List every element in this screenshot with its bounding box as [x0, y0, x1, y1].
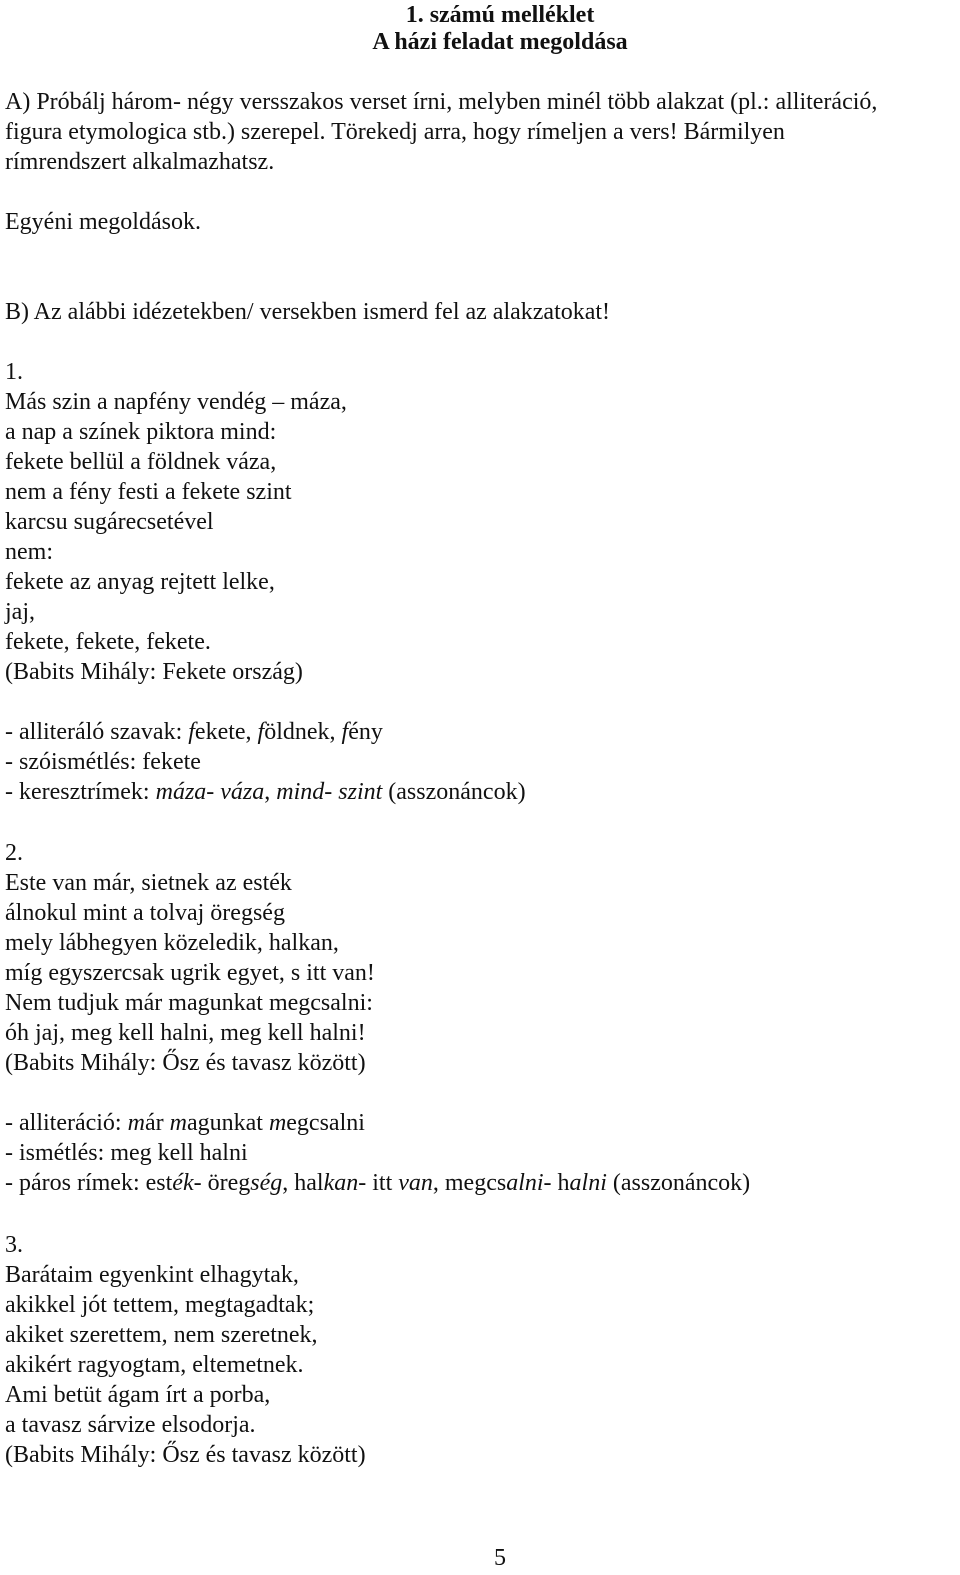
highlight: van: [398, 1170, 433, 1196]
task-a-line-2: figura etymologica stb.) szerepel. Törekedj arra, hogy rímeljen a vers! Bármilyen: [5, 119, 785, 145]
poem-line: Barátaim egyenkint elhagytak,: [5, 1262, 299, 1288]
analysis-repetition: - ismétlés: meg kell halni: [5, 1140, 248, 1166]
poem-source: (Babits Mihály: Fekete ország): [5, 659, 303, 685]
word-rest: ény: [348, 719, 383, 745]
highlight: alni: [569, 1170, 607, 1196]
highlight: máza- váza: [155, 779, 265, 805]
task-a-line-3: rímrendszert alkalmazhatsz.: [5, 149, 275, 175]
task-a-line-1: A) Próbálj három- négy versszakos verset írni, melyben minél több alakzat (pl.: alliteráció,: [5, 89, 878, 115]
analysis-pair-rhymes: [5, 1168, 750, 1198]
word-rest: ár: [144, 1110, 170, 1136]
analysis-alliteration: [5, 717, 383, 747]
appendix-title: 1. számú melléklet: [405, 2, 595, 28]
analysis-label: - alliteráció:: [5, 1110, 128, 1136]
poem-line: jaj,: [5, 599, 35, 625]
poem-line: nem:: [5, 539, 53, 565]
word-rest: ekete,: [194, 719, 258, 745]
note: (asszonáncok): [382, 779, 526, 805]
poem-line: Este van már, sietnek az esték: [5, 870, 292, 896]
highlight: ség: [250, 1170, 283, 1196]
word-rest: egcsalni: [286, 1110, 365, 1136]
poem-line: Más szin a napfény vendég – máza,: [5, 389, 347, 415]
poem-line: míg egyszercsak ugrik egyet, s itt van!: [5, 960, 375, 986]
poem-line: a nap a színek piktora mind:: [5, 419, 277, 445]
poem-line: óh jaj, meg kell halni, meg kell halni!: [5, 1020, 366, 1046]
poem-line: Nem tudjuk már magunkat megcsalni:: [5, 990, 373, 1016]
note: (asszonáncok): [606, 1170, 751, 1196]
analysis-alliteration: [5, 1108, 365, 1138]
analysis-label: - keresztrímek:: [5, 779, 156, 805]
analysis-label: - alliteráló szavak:: [5, 719, 189, 745]
analysis-repetition: - szóismétlés: fekete: [5, 749, 201, 775]
poem-line: akikkel jót tettem, megtagadtak;: [5, 1292, 315, 1318]
word-part: - itt: [358, 1170, 399, 1196]
highlight: mind- szint: [276, 779, 383, 805]
highlight: f: [188, 719, 195, 745]
highlight: f: [341, 719, 349, 745]
poem-line: Ami betüt ágam írt a porba,: [5, 1382, 271, 1408]
highlight: kan: [323, 1170, 359, 1196]
item-3-number: 3.: [5, 1232, 23, 1258]
page-number: 5: [494, 1545, 506, 1571]
item-2-number: 2.: [5, 840, 23, 866]
highlight: m: [268, 1110, 287, 1136]
highlight: ék: [172, 1170, 194, 1196]
analysis-cross-rhymes: [5, 777, 526, 807]
poem-line: fekete, fekete, fekete.: [5, 629, 211, 655]
word-part: - öreg: [193, 1170, 251, 1196]
word-part: - h: [543, 1170, 570, 1196]
poem-source: (Babits Mihály: Ősz és tavasz között): [5, 1050, 366, 1076]
highlight: f: [257, 719, 265, 745]
poem-line: akiket szerettem, nem szeretnek,: [5, 1322, 318, 1348]
poem-line: fekete az anyag rejtett lelke,: [5, 569, 275, 595]
poem-line: fekete bellül a földnek váza,: [5, 449, 277, 475]
item-1-number: 1.: [5, 359, 23, 385]
highlight: m: [127, 1110, 145, 1136]
word-part: , hal: [282, 1170, 324, 1196]
poem-line: akikért ragyogtam, eltemetnek.: [5, 1352, 304, 1378]
poem-line: nem a fény festi a fekete szint: [5, 479, 292, 505]
page-title: A házi feladat megoldása: [372, 29, 628, 55]
poem-line: a tavasz sárvize elsodorja.: [5, 1412, 256, 1438]
poem-line: karcsu sugárecsetével: [5, 509, 214, 535]
poem-source: (Babits Mihály: Ősz és tavasz között): [5, 1442, 366, 1468]
word-rest: agunkat: [186, 1110, 269, 1136]
poem-line: mely lábhegyen közeledik, halkan,: [5, 930, 339, 956]
word-part: est: [145, 1170, 173, 1196]
highlight: alni: [506, 1170, 544, 1196]
task-b-instruction: B) Az alábbi idézetekben/ versekben ismerd fel az alakzatokat!: [5, 299, 611, 325]
word-part: , megcs: [432, 1170, 507, 1196]
word-rest: öldnek,: [264, 719, 342, 745]
analysis-label: - páros rímek:: [5, 1170, 146, 1196]
separator: ,: [264, 779, 277, 805]
highlight: m: [169, 1110, 187, 1136]
poem-line: álnokul mint a tolvaj öregség: [5, 900, 285, 926]
task-a-answer: Egyéni megoldások.: [5, 209, 201, 235]
